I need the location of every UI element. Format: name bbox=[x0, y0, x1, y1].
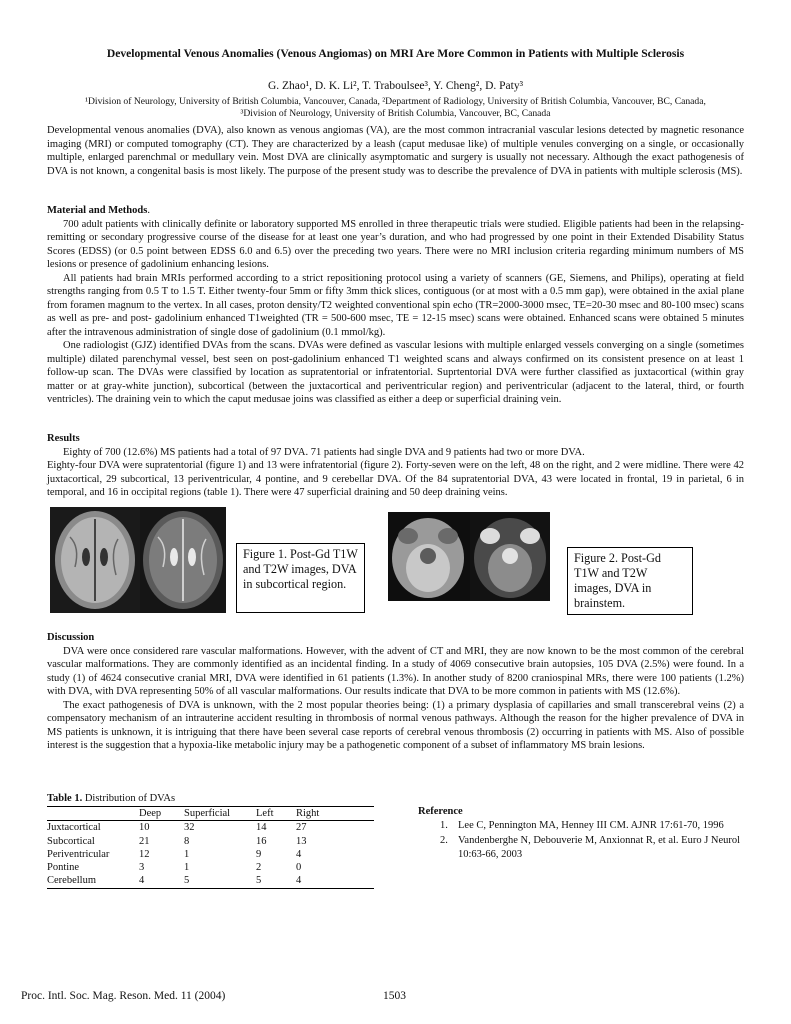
author-list: G. Zhao¹, D. K. Li², T. Traboulsee³, Y. Cheng², D. Paty³ bbox=[267, 80, 524, 92]
references-heading: Reference bbox=[418, 806, 463, 817]
discussion-paragraph-2: The exact pathogenesis of DVA is unknown, with the 2 most popular theories being: (1) a primary dysplasia of capillaries and small transcerebral veins (2) a compensatory mechanism of an intrauterine accident resulting in thrombosis of normal venous pathways. Although the reason for the higher prevalence of DVA in MS patients is unknown, it is intriguing that there have been several case reports of cerebral venous thrombosis (2) occurring in patients with MS. Also of possible interest is the suggestion that a hypoxia-like metabolic injury may be a pathogenetic component of a subset of inflammatory MS brain lesions. bbox=[47, 699, 744, 751]
table-cell: Periventricular bbox=[47, 848, 110, 860]
affiliations-line-1: ¹Division of Neurology, University of British Columbia, Vancouver, Canada, ²Department of Radiology, University of British Columbia, Vancouver, BC, Canada, bbox=[85, 96, 706, 107]
table-row bbox=[47, 848, 374, 861]
table-cell: 4 bbox=[296, 848, 302, 860]
intro-paragraph: Developmental venous anomalies (DVA), also known as venous angiomas (VA), are the most common intracranial vascular lesions detected by magnetic resonance imaging (MRI) or computed tomography (CT). They are characterized by a leash (caput medusae like) of multiple venules converging on a single, or occasionally multiple, enlarged parenchmal or medullary vein. Most DVA are clinically asymptomatic and surgery is usually not necessary. Although the exact pathogenesis of DVA is not known, a congenital basis is most likely. The purpose of the present study was to describe the prevalence of DVA in patients with multiple sclerosis (MS). bbox=[47, 125, 744, 177]
brainstem-mri-icon bbox=[388, 512, 550, 601]
reference-item bbox=[440, 834, 768, 861]
table-cell: 8 bbox=[184, 835, 190, 847]
table-cell: Cerebellum bbox=[47, 875, 96, 887]
table-header-cell: Deep bbox=[139, 808, 162, 819]
table-header-row bbox=[47, 807, 374, 821]
results-section bbox=[47, 432, 744, 500]
table-cell: 5 bbox=[184, 875, 190, 887]
table-header-cell: Right bbox=[296, 808, 320, 819]
table-cell: Juxtacortical bbox=[47, 822, 101, 834]
affiliations-line-2: ³Division of Neurology, University of British Columbia, Vancouver, BC, Canada bbox=[240, 107, 551, 119]
page-number: 1503 bbox=[383, 990, 406, 1002]
reference-text: Lee C, Pennington MA, Henney III CM. AJNR 17:61-70, 1996 bbox=[458, 819, 724, 831]
reference-number: 1. bbox=[440, 819, 448, 831]
brain-mri-axial-icon bbox=[50, 507, 226, 613]
discussion-heading: Discussion bbox=[47, 632, 95, 643]
table-cell: 16 bbox=[256, 835, 267, 847]
methods-heading: Material and Methods bbox=[47, 205, 148, 216]
distribution-table bbox=[47, 806, 374, 889]
table-caption-text: Distribution of DVAs bbox=[82, 793, 176, 804]
figure-1-caption: Figure 1. Post-Gd T1W and T2W images, DVA in subcortical region. bbox=[236, 543, 365, 613]
table-header-cell bbox=[47, 807, 139, 821]
discussion-paragraph-1: DVA were once considered rare vascular malformations. However, with the advent of CT and MRI, they are now known to be the most common of the cerebral vascular malformations. They are commonly identified as an incidental finding. In a study of 4069 consecutive brain autopsies, 105 DVA (2.5%) were found. In a study (1) of 4624 consecutive cranial MRI, DVA were identified in 61 patients (1.3%). In another study of 8200 craniospinal MRs, there were 100 patients (1.2%) with DVA, with DVA representing 50% of all vascular malformations. Our results indicate that DVA to be more common in patients with MS (12.6%). bbox=[47, 645, 744, 697]
references-section bbox=[418, 805, 768, 861]
table-cell: 9 bbox=[256, 848, 262, 860]
table-row bbox=[47, 861, 374, 874]
table-cell: 3 bbox=[139, 862, 145, 874]
table-row bbox=[47, 821, 374, 835]
table-header-cell: Superficial bbox=[184, 808, 231, 819]
methods-section: Material and Methods. 700 adult patients with clinically definite or laboratory supported MS enrolled in three therapeutic trials were studied. Eligible patients had been in the relapsing-remitting or secondary progressive course of the disease for at least one year’s duration, and who had progressed by one point in their Extended Disability Status Scores (EDSS) (or 0.5 point between EDSS 6.0 and 6.5) over the preceding two years. There were no MRI inclusion criteria regarding minimum numbers of MS lesions or presence of gadolinium enhancing lesions. All patients had brain MRIs performed according to a strict repositioning protocol using a variety of scanners (GE, Siemens, and Philips), operating at field strengths ranging from 0.5 T to 1.5 T. Either twenty-four 5mm or fifty 3mm thick slices, contiguous (or at most with a 0.5 mm gap), were obtained in the axial plane from foramen magnum to the vertex. In all cases, proton density/T2 weighted conventional spin echo (TR=2000-3000 msec, TE=20-30 msec and 80-100 msec) scans as well as pre- and post- gadolinium enhanced T1weighted (TR = 500-600 msec, TE = 12-15 msec) scans were obtained. Enhanced scans were obtained 5 minutes after the intravenous administration of single dose of gadolinium (0.1 mmol/kg). One radiologist (GJZ) identified DVAs from the scans. DVAs were defined as vascular lesions with multiple enlarged vessels converging on a single (sometimes multiple) dilated parenchymal vessel, best seen on post-gadolinium enhanced T1 weighted scans and always confirmed on its consistent presence on at least 1 follow-up scan. The DVAs were classified by location as supratentorial or infratentorial. Suprtentorial DVA were further classified as juxtacortical (within gray matter or at gray-white junction), subcortical (between the juxtacortical and periventricular region) and periventricular (adjacent to the lateral, third, or fourth ventricles). The draining vein to which the caput medusae joins was classified as either a deep or superficial draining vein. bbox=[47, 205, 744, 405]
results-paragraph-2: Eighty-four DVA were supratentorial (figure 1) and 13 were infratentorial (figure 2). Forty-seven were on the left, 48 on the right, and 2 were midline. There were 42 juxtacortical, 29 subcortical, 13 periventricular, 4 pontine, and 9 cerebellar DVA. Of the 84 supratentorial DVA, 43 were located in frontal, 19 in parietal, 6 in temporal, and 16 in occipital regions (table 1). There were 47 superficial draining and 50 deep draining veins. bbox=[47, 460, 744, 498]
table-row bbox=[47, 874, 374, 888]
table-1 bbox=[47, 792, 377, 889]
table-cell: 12 bbox=[139, 848, 150, 860]
paper-title: Developmental Venous Anomalies (Venous Angiomas) on MRI Are More Common in Patients with Multiple Sclerosis bbox=[106, 47, 685, 60]
discussion-section bbox=[47, 631, 744, 753]
affiliations bbox=[40, 96, 751, 119]
methods-paragraph-3: One radiologist (GJZ) identified DVAs from the scans. DVAs were defined as vascular lesions with multiple enlarged vessels converging on a single (sometimes multiple) dilated parenchymal vessel, best seen on post-gadolinium enhanced T1 weighted scans and always confirmed on its consistent presence on at least 1 follow-up scan. The DVAs were classified by location as supratentorial or infratentorial. Suprtentorial DVA were further classified as juxtacortical (within gray matter or at gray-white junction), subcortical (between the juxtacortical and periventricular region) and periventricular (adjacent to the lateral, third, or fourth ventricles). The draining vein to which the caput medusae joins was classified as either a deep or superficial draining vein. bbox=[47, 340, 744, 405]
table-cell: 1 bbox=[184, 862, 190, 874]
table-header-cell: Left bbox=[256, 808, 274, 819]
table-cell: 1 bbox=[184, 848, 190, 860]
table-cell: 14 bbox=[256, 822, 267, 834]
table-cell: 5 bbox=[256, 875, 262, 887]
table-cell: 21 bbox=[139, 835, 150, 847]
figure-2-caption: Figure 2. Post-Gd T1W and T2W images, DVA in brainstem. bbox=[567, 547, 693, 615]
table-cell: 2 bbox=[256, 862, 262, 874]
table-cell: 32 bbox=[184, 822, 195, 834]
methods-paragraph-1: 700 adult patients with clinically definite or laboratory supported MS enrolled in three therapeutic trials were studied. Eligible patients had been in the relapsing-remitting or secondary progressive course of the disease for at least one year’s duration, and who had progressed by one point in their Extended Disability Status Scores (EDSS) (or 0.5 point between EDSS 6.0 and 6.5) over the preceding two years. There were no MRI inclusion criteria regarding minimum numbers of MS lesions or presence of gadolinium enhancing lesions. bbox=[47, 218, 744, 270]
table-row bbox=[47, 835, 374, 848]
results-paragraph-1: Eighty of 700 (12.6%) MS patients had a total of 97 DVA. 71 patients had single DVA and 9 patients had two or more DVA. bbox=[63, 446, 585, 458]
table-cell: 13 bbox=[296, 835, 307, 847]
table-cell: 4 bbox=[139, 875, 145, 887]
table-cell: 27 bbox=[296, 822, 307, 834]
table-cell: Subcortical bbox=[47, 835, 95, 847]
table-cell: 4 bbox=[296, 875, 302, 887]
table-cell: 0 bbox=[296, 862, 302, 874]
reference-number: 2. bbox=[440, 835, 448, 846]
methods-paragraph-2: All patients had brain MRIs performed according to a strict repositioning protocol using a variety of scanners (GE, Siemens, and Philips), operating at field strengths ranging from 0.5 T to 1.5 T. Either twenty-four 5mm or fifty 3mm thick slices, contiguous (or at most with a 0.5 mm gap), were obtained in the axial plane from foramen magnum to the vertex. In all cases, proton density/T2 weighted conventional spin echo (TR=2000-3000 msec, TE=20-30 msec and 80-100 msec) scans as well as pre- and post- gadolinium enhanced T1weighted (TR = 500-600 msec, TE = 12-15 msec) scans were obtained. Enhanced scans were obtained 5 minutes after the intravenous administration of single dose of gadolinium (0.1 mmol/kg). bbox=[47, 272, 744, 338]
figure-2-images bbox=[388, 512, 550, 601]
reference-text: Vandenberghe N, Debouverie M, Anxionnat R, et al. Euro J Neurol 10:63-66, 2003 bbox=[458, 835, 741, 860]
figure-1-images bbox=[50, 507, 226, 613]
reference-item bbox=[440, 819, 768, 833]
results-heading: Results bbox=[47, 433, 80, 444]
journal-citation: Proc. Intl. Soc. Mag. Reson. Med. 11 (2004) bbox=[21, 990, 226, 1002]
table-caption bbox=[47, 792, 377, 805]
table-caption-label: Table 1. bbox=[47, 793, 83, 804]
table-cell: Pontine bbox=[47, 862, 80, 874]
table-cell: 10 bbox=[139, 822, 150, 834]
